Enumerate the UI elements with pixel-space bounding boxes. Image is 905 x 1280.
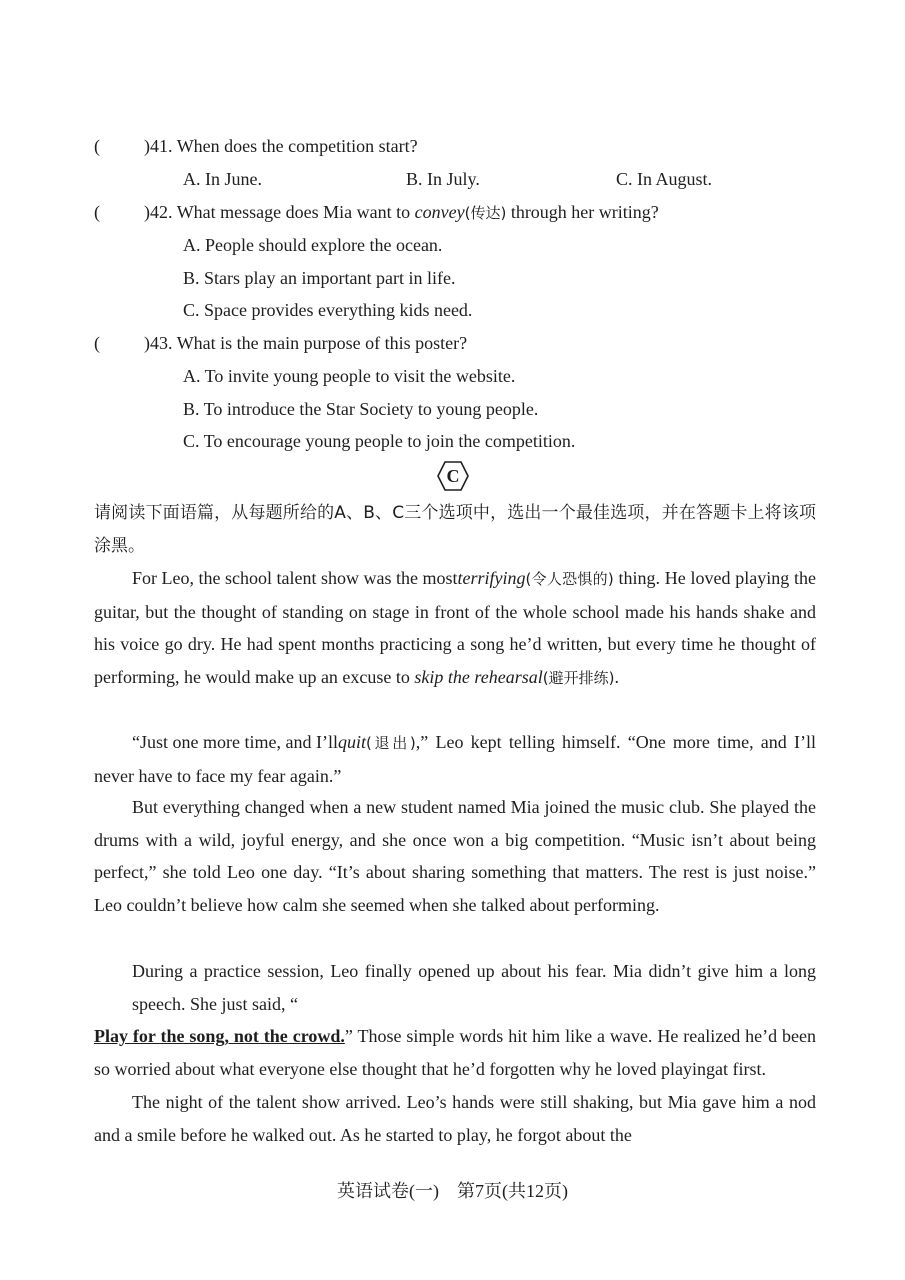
question-41: ( )41. When does the competition start? — [94, 136, 418, 156]
page-footer: 英语试卷(一) 第7页(共12页) — [337, 1181, 568, 1201]
option-b: B. Stars play an important part in life. — [183, 268, 456, 288]
question-43: ( )43. What is the main purpose of this poster? — [94, 333, 468, 353]
passage-paragraph-3: But everything changed when a new student named Mia joined the music club. She played the drums with a wild, joyful energy, and she once won a big competition. “Music isn’t about being perfect,” she told Leo one day. “It’s about sharing something that matters. The rest is just noise.” Leo couldn’t believe how calm she seemed when she talked about performing. — [94, 797, 816, 916]
passage-paragraph-5: The night of the talent show arrived. Leo’s hands were still shaking, but Mia gave him a nod and a smile before he walked out. As he started to play, he forgot about the — [94, 1092, 816, 1145]
gloss-word: skip the rehearsal — [414, 667, 543, 688]
question-number: 41 — [150, 136, 168, 156]
question-stem: When does the competition start? — [176, 136, 418, 156]
question-stem: What is the main purpose of this poster? — [176, 333, 468, 353]
option-a: A. People should explore the ocean. — [183, 235, 443, 255]
chinese-gloss: (令人恐惧的) — [525, 570, 614, 588]
section-badge — [437, 461, 469, 491]
passage-paragraph-2: “Just one more time, and I’llquit(退出),” Leo kept telling himself. “One more time, and I’ll never have to face my fear again.” — [94, 732, 816, 786]
section-instruction: 请阅读下面语篇，从每题所给的A、B、C三个选项中，选出一个最佳选项，并在答题卡上将该项涂黑。 — [94, 503, 816, 556]
answer-bracket: ( — [94, 136, 100, 156]
option-c: C. In August. — [616, 169, 713, 189]
option-c: C. Space provides everything kids need. — [183, 300, 473, 320]
chinese-gloss: (避开排练) — [542, 669, 615, 688]
chinese-gloss: (传达) — [464, 204, 507, 222]
answer-bracket: ( — [94, 202, 100, 222]
answer-bracket: ( — [94, 333, 100, 353]
option-c: C. To encourage young people to join the competition. — [183, 431, 576, 451]
chinese-gloss: (退出) — [365, 734, 416, 752]
option-a: A. In June. — [183, 169, 262, 189]
gloss-word: terrifying — [457, 568, 526, 588]
gloss-word: convey — [414, 202, 465, 222]
question-number: 42 — [150, 202, 168, 222]
key-sentence: Play for the song, not the crowd. — [94, 1026, 345, 1047]
option-b: B. In July. — [406, 169, 480, 189]
question-stem: What message does Mia want to — [176, 202, 415, 222]
question-number: 43 — [150, 333, 168, 353]
option-a: A. To invite young people to visit the website. — [183, 366, 516, 386]
passage-paragraph-1: For Leo, the school talent show was the mostterrifying(令人恐惧的) thing. He loved playing the guitar, but the thought of standing on stage in front of the whole school made his hands shake and his voice go dry. He had spent months practicing a song he’d written, but every time he thought of performing, he would make up an excuse to skip the rehearsal(避开排练). — [94, 568, 816, 688]
question-stem-end: through her writing? — [506, 202, 659, 222]
section-letter: C — [446, 466, 460, 486]
question-42: ( )42. What message does Mia want to convey(传达) through her writing? — [94, 202, 659, 222]
option-b: B. To introduce the Star Society to young people. — [183, 399, 539, 419]
passage-paragraph-4: During a practice session, Leo finally opened up about his fear. Mia didn’t give him a long speech. She just said, “Play for the song, not the crowd.” Those simple words hit him like a wave. He realized he’d been so worried about what everyone else thought that he’d forgotten why he loved playingat first. — [94, 961, 817, 1080]
gloss-word: quit — [337, 732, 366, 752]
